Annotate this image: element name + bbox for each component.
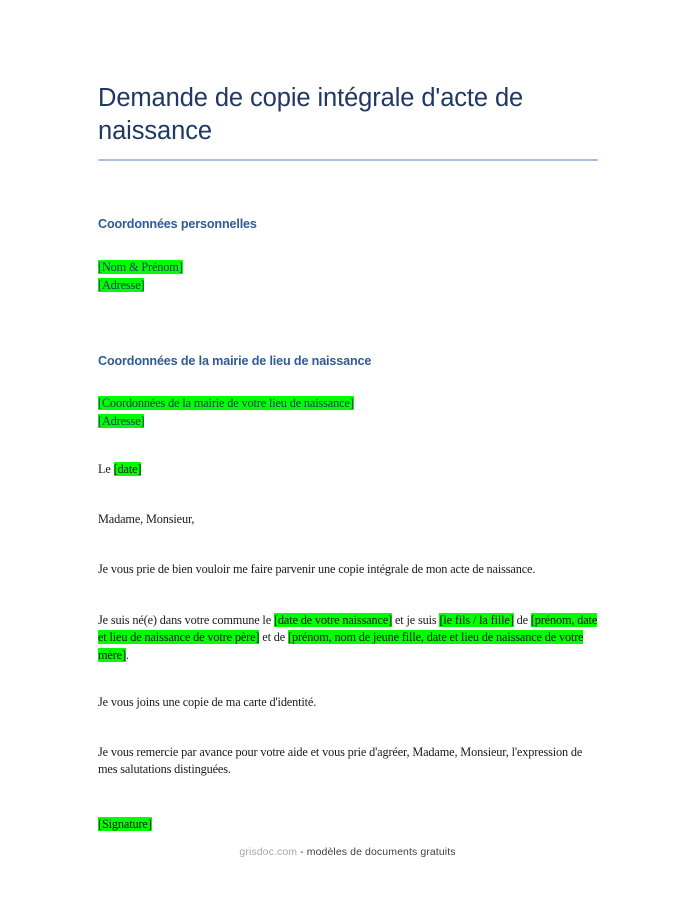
signature-block — [98, 816, 598, 834]
page-footer — [0, 846, 695, 858]
paragraph-attachment: Je vous joins une copie de ma carte d'identité. — [98, 695, 317, 709]
placeholder-adresse-personnelle[interactable]: [Adresse] — [98, 277, 145, 292]
birth-text-part1: Je suis né(e) dans votre commune le — [98, 612, 274, 627]
section-heading-townhall: Coordonnées de la mairie de lieu de naissance — [98, 354, 372, 368]
birth-text-part4: et de — [259, 630, 289, 644]
footer-brand: grisdoc.com — [239, 846, 298, 858]
paragraph-closing: Je vous remercie par avance pour votre aide et vous prie d'agréer, Madame, Monsieur, l'expression de mes salutations distinguées. — [98, 744, 583, 776]
date-line — [98, 461, 598, 479]
placeholder-mere[interactable]: [prénom, nom de jeune fille, date et lieu de naissance de votre mère] — [98, 630, 584, 662]
placeholder-nom-prenom[interactable]: [Nom & Prénom] — [98, 260, 183, 274]
placeholder-coordonnees-mairie[interactable]: [Coordonnées de la mairie de votre lieu de naissance] — [98, 396, 354, 410]
salutation: Madame, Monsieur, — [98, 511, 195, 526]
townhall-placeholders — [98, 395, 598, 430]
placeholder-fils-fille[interactable]: [le fils / la fille] — [439, 612, 514, 627]
footer-tagline: - modèles de documents gratuits — [297, 846, 456, 858]
paragraph-request: Je vous prie de bien vouloir me faire parvenir une copie intégrale de mon acte de naissance. — [98, 562, 536, 576]
placeholder-line — [98, 259, 598, 277]
placeholder-line — [98, 413, 598, 431]
date-prefix: Le — [98, 462, 114, 476]
birth-text-part5: . — [125, 647, 129, 662]
page-title: Demande de copie intégrale d'acte de naissance — [98, 84, 524, 145]
birth-text-part3: de — [513, 612, 531, 627]
placeholder-signature[interactable]: [Signature] — [98, 816, 152, 831]
placeholder-date-naissance[interactable]: [date de votre naissance] — [273, 612, 393, 627]
paragraph-birth-details — [98, 612, 598, 665]
section-heading-personal: Coordonnées personnelles — [98, 217, 257, 231]
personal-placeholders — [98, 259, 598, 294]
title-divider — [98, 159, 598, 161]
placeholder-line — [98, 395, 598, 413]
placeholder-line — [98, 277, 598, 295]
placeholder-date[interactable]: [date] — [113, 462, 142, 476]
document-content — [98, 0, 598, 833]
birth-text-part2: et je suis — [392, 612, 440, 627]
placeholder-pere[interactable]: [prénom, date et lieu de naissance de votre père] — [98, 612, 598, 644]
placeholder-adresse-mairie[interactable]: [Adresse] — [98, 413, 145, 428]
